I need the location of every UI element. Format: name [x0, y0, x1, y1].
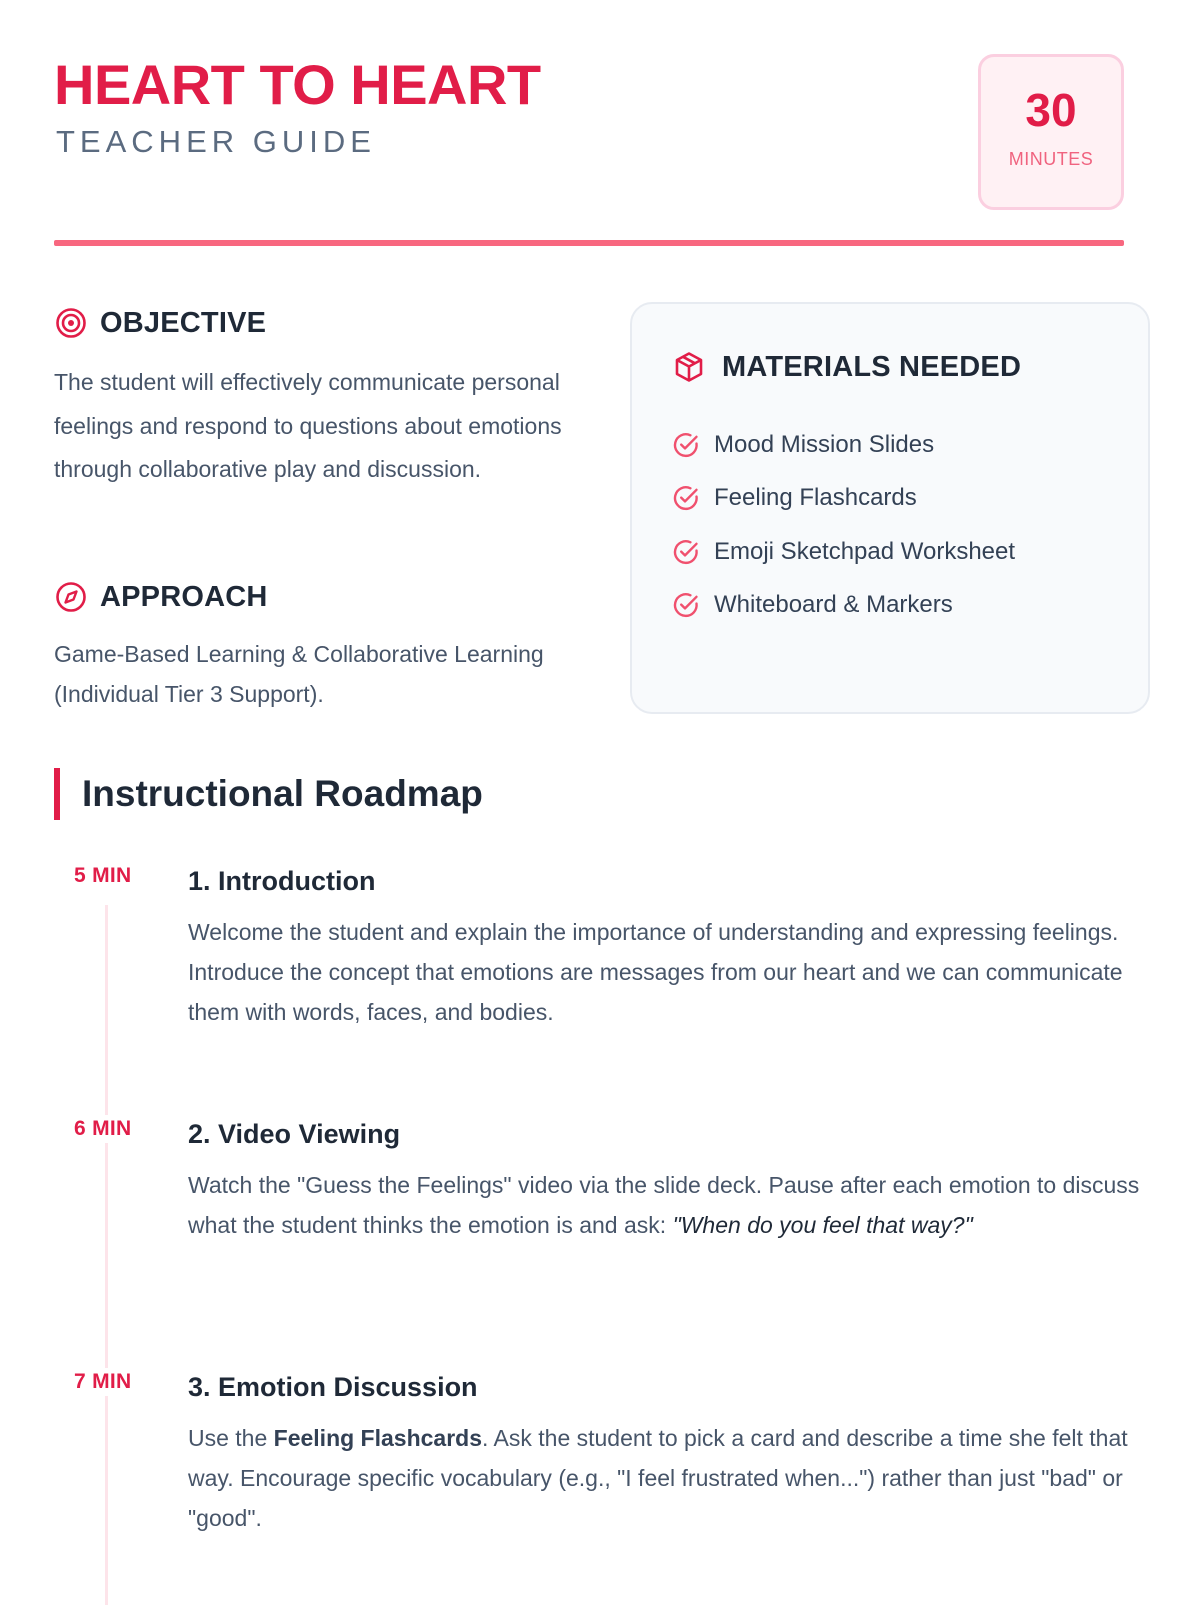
box-icon — [672, 350, 706, 384]
check-circle-icon — [672, 431, 700, 459]
materials-list — [672, 418, 1015, 632]
materials-item — [672, 418, 1015, 472]
check-circle-icon — [672, 484, 700, 512]
roadmap-heading-bar — [54, 768, 483, 820]
materials-item-label: Whiteboard & Markers — [714, 591, 953, 619]
objective-text: The student will effectively communicate personal feelings and respond to questions about emotions through collaborative play and discussion. — [54, 369, 562, 482]
step-description — [188, 1165, 1148, 1245]
step-duration: 6 MIN — [74, 1115, 132, 1143]
materials-item-label: Feeling Flashcards — [714, 484, 917, 512]
materials-item-label: Mood Mission Slides — [714, 430, 935, 458]
check-circle-icon — [672, 538, 700, 566]
approach-heading: APPROACH — [100, 580, 268, 613]
header — [54, 50, 1124, 220]
materials-item — [672, 579, 1015, 633]
step-title: 2. Video Viewing — [188, 1119, 401, 1149]
step-duration: 5 MIN — [74, 862, 132, 890]
materials-card — [630, 302, 1150, 714]
materials-item — [672, 472, 1015, 526]
materials-heading-row — [672, 350, 1021, 384]
step-description-pre: Use the — [188, 1425, 268, 1451]
header-divider — [54, 240, 1124, 246]
compass-icon — [54, 580, 88, 614]
step-description-quote: "When do you feel that way?" — [672, 1212, 973, 1238]
duration-unit: MINUTES — [1008, 149, 1094, 169]
objective-heading-row — [54, 306, 266, 340]
step-description: Welcome the student and explain the importance of understanding and expressing feelings. Introduce the concept that emotions are messages from our heart and we can communicate them with words, faces, and bodies. — [188, 919, 1123, 1025]
step-description — [188, 1418, 1148, 1538]
objective-heading: OBJECTIVE — [100, 306, 267, 339]
page-subtitle: TEACHER GUIDE — [56, 124, 376, 159]
approach-text: Game-Based Learning & Collaborative Learning (Individual Tier 3 Support). — [54, 641, 544, 707]
duration-badge — [978, 54, 1124, 210]
step-description-text: Watch the "Guess the Feelings" video via the slide deck. Pause after each emotion to discuss what the student thinks the emotion is and ask: — [188, 1172, 1140, 1238]
approach-heading-row — [54, 580, 268, 614]
step-description-post: . Ask the student to pick a card and describe a time she felt that way. Encourage specific vocabulary (e.g., "I feel frustrated when...") rather than just "bad" or "good". — [188, 1425, 1128, 1531]
materials-item-label: Emoji Sketchpad Worksheet — [714, 537, 1016, 565]
timeline-line — [105, 905, 108, 1605]
step-description-bold: Feeling Flashcards — [273, 1425, 483, 1451]
step-title: 1. Introduction — [188, 866, 376, 896]
step-duration: 7 MIN — [74, 1368, 132, 1396]
check-circle-icon — [672, 591, 700, 619]
roadmap-heading: Instructional Roadmap — [82, 773, 483, 814]
materials-item — [672, 525, 1015, 579]
materials-heading: MATERIALS NEEDED — [722, 350, 1022, 383]
duration-value: 30 — [1025, 84, 1077, 136]
page-title: HEART TO HEART — [54, 53, 541, 116]
step-title: 3. Emotion Discussion — [188, 1372, 478, 1402]
target-icon — [54, 306, 88, 340]
